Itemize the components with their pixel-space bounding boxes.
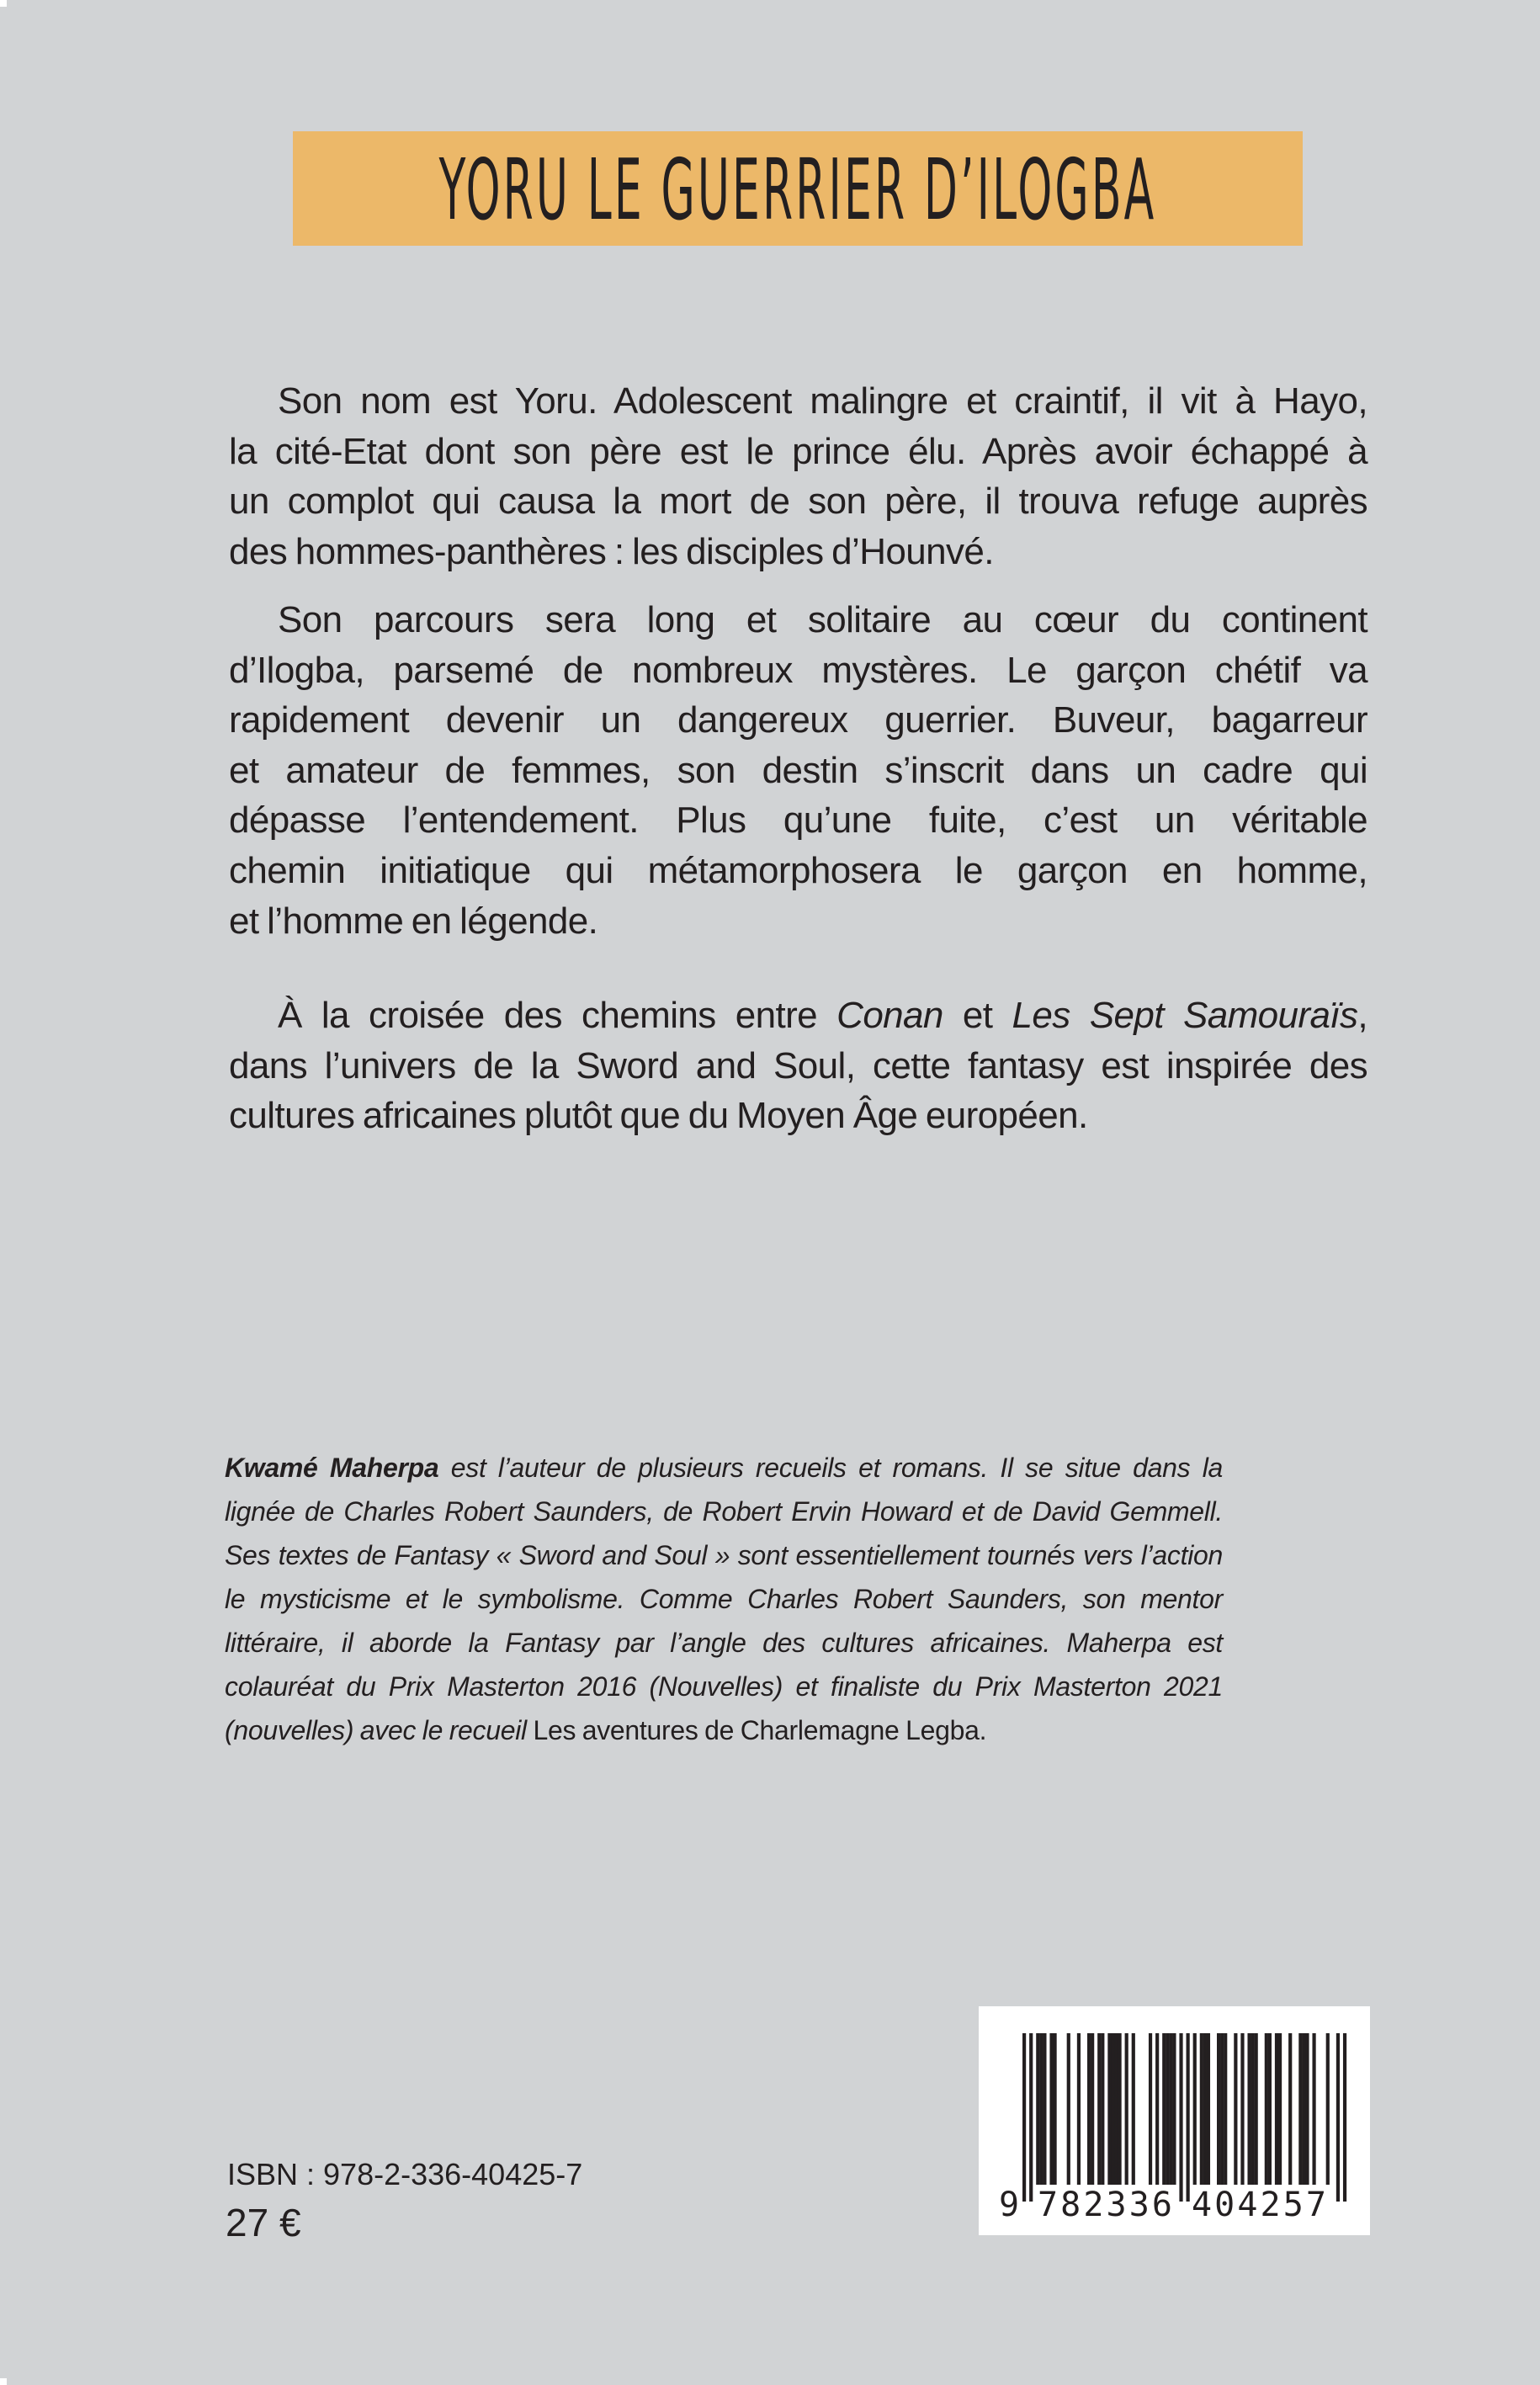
barcode-bar	[1217, 2033, 1220, 2185]
text-segment: rapidement devenir un dangereux guerrier. Buveur, bagarreur	[229, 699, 1367, 741]
text-line	[229, 595, 1367, 645]
barcode-bar	[1265, 2033, 1268, 2185]
text-segment: littéraire, il aborde la Fantasy par l’angle des cultures africaines. Maherpa est	[225, 1628, 1223, 1658]
barcode-bar	[1125, 2033, 1128, 2185]
barcode-bar	[1087, 2033, 1091, 2185]
summary-paragraph	[229, 595, 1367, 946]
barcode-bar	[1268, 2033, 1272, 2185]
barcode-bar	[1162, 2033, 1166, 2185]
text-line	[229, 991, 1367, 1041]
text-segment: des hommes-panthères : les disciples d’Hounvé.	[229, 530, 994, 572]
barcode-bar	[1172, 2033, 1176, 2185]
barcode-bar	[1097, 2033, 1101, 2185]
book-reference: Les aventures de Charlemagne Legba.	[533, 1715, 987, 1745]
barcode-bar	[1107, 2033, 1111, 2185]
text-line	[225, 1621, 1223, 1665]
text-segment: est l’auteur de plusieurs recueils et romans. Il se situe dans la	[438, 1453, 1223, 1483]
barcode-bar	[1224, 2033, 1227, 2185]
barcode-bar	[1043, 2033, 1046, 2185]
barcode-bar	[1091, 2033, 1094, 2185]
text-line	[225, 1665, 1223, 1708]
text-segment: Son parcours sera long et solitaire au cœur du continent	[278, 599, 1367, 640]
barcode-bar	[1036, 2033, 1039, 2185]
barcode-bar	[1298, 2033, 1302, 2185]
barcode-bar	[1155, 2033, 1159, 2185]
text-segment: lignée de Charles Robert Saunders, de Robert Ervin Howard et de David Gemmell.	[225, 1496, 1223, 1527]
text-line	[225, 1446, 1223, 1490]
barcode-right-digits: 404257	[1192, 2186, 1326, 2224]
text-segment: la cité-Etat dont son père est le prince élu. Après avoir échappé à	[229, 430, 1367, 472]
barcode-bar	[1067, 2033, 1070, 2185]
text-line	[225, 1577, 1223, 1621]
text-line	[229, 476, 1367, 527]
text-line	[229, 1041, 1367, 1092]
barcode-guard-bar	[1343, 2033, 1346, 2202]
barcode-bar	[1234, 2033, 1237, 2185]
title-banner	[293, 131, 1303, 246]
text-line	[229, 795, 1367, 846]
barcode-bar	[1118, 2033, 1121, 2185]
barcode-bar	[1149, 2033, 1152, 2185]
barcode-bar	[1278, 2033, 1282, 2185]
barcode-bar	[1077, 2033, 1081, 2185]
barcode-bar	[1166, 2033, 1169, 2185]
text-segment: colauréat du Prix Masterton 2016 (Nouvelles) et finaliste du Prix Masterton 2021	[225, 1671, 1223, 1702]
text-line	[229, 695, 1367, 746]
text-segment: d’Ilogba, parsemé de nombreux mystères. Le garçon chétif va	[229, 649, 1367, 691]
text-segment: ,	[1357, 995, 1367, 1036]
text-line	[229, 527, 1367, 577]
text-line	[229, 376, 1367, 427]
barcode-bar	[1240, 2033, 1244, 2185]
barcode-left-digits: 782336	[1038, 2186, 1172, 2224]
author-bio	[225, 1446, 1223, 1752]
crop-mark-top-left	[0, 0, 7, 7]
text-line	[229, 896, 1367, 947]
barcode-guard-bar	[1179, 2033, 1182, 2202]
barcode-bar	[1203, 2033, 1207, 2185]
barcode-bar	[1053, 2033, 1056, 2185]
summary-paragraph	[229, 991, 1367, 1141]
text-line	[229, 846, 1367, 896]
text-line	[225, 1490, 1223, 1533]
italic-title: Les Sept Samouraïs	[1012, 995, 1358, 1036]
text-segment: chemin initiatique qui métamorphosera le garçon en homme,	[229, 849, 1367, 891]
book-title: YORU LE GUERRIER D’ILOGBA	[438, 141, 1157, 239]
barcode-bar	[1251, 2033, 1255, 2185]
barcode-guard-bar	[1336, 2033, 1340, 2202]
text-segment: (nouvelles) avec le recueil	[225, 1715, 534, 1745]
barcode-guard-bar	[1029, 2033, 1033, 2202]
barcode-bar	[1302, 2033, 1305, 2185]
text-line	[229, 645, 1367, 696]
text-segment: dépasse l’entendement. Plus qu’une fuite, c’est un véritable	[229, 799, 1367, 842]
barcode-bar	[1049, 2033, 1053, 2185]
barcode-bar	[1275, 2033, 1278, 2185]
text-segment: Ses textes de Fantasy « Sword and Soul » sont essentiellement tournés vers l’action	[225, 1540, 1223, 1570]
barcode-first-digit: 9	[999, 2186, 1020, 2224]
barcode-bar	[1132, 2033, 1135, 2185]
barcode-bar	[1207, 2033, 1210, 2185]
barcode-bar	[1169, 2033, 1172, 2185]
text-line	[229, 427, 1367, 477]
text-segment: un complot qui causa la mort de son père, il trouva refuge auprès	[229, 481, 1367, 523]
isbn: ISBN : 978-2-336-40425-7	[227, 2157, 583, 2191]
text-segment: et	[943, 995, 1012, 1036]
barcode-bar	[1200, 2033, 1203, 2185]
barcode-bar	[1193, 2033, 1197, 2185]
barcode-bar	[1312, 2033, 1315, 2185]
barcode-bar	[1305, 2033, 1309, 2185]
barcode-bar	[1039, 2033, 1043, 2185]
summary-paragraph	[229, 376, 1367, 576]
barcode-bar	[1114, 2033, 1118, 2185]
barcode	[979, 2006, 1370, 2235]
barcode-guard-bar	[1187, 2033, 1190, 2202]
text-line	[229, 746, 1367, 796]
text-line	[225, 1533, 1223, 1577]
text-line	[229, 1091, 1367, 1141]
author-name: Kwamé Maherpa	[225, 1453, 439, 1483]
text-segment: et amateur de femmes, son destin s’inscrit dans un cadre qui	[229, 749, 1367, 791]
text-segment: dans l’univers de la Sword and Soul, cette fantasy est inspirée des	[229, 1044, 1367, 1086]
barcode-bar	[1288, 2033, 1292, 2185]
barcode-bar	[1220, 2033, 1224, 2185]
barcode-graphic	[979, 2006, 1370, 2235]
barcode-bar	[1111, 2033, 1114, 2185]
text-segment: Son nom est Yoru. Adolescent malingre et craintif, il vit à Hayo,	[278, 380, 1367, 422]
barcode-bar	[1326, 2033, 1330, 2185]
price: 27 €	[226, 2201, 301, 2244]
barcode-guard-bar	[1022, 2033, 1026, 2202]
italic-title: Conan	[836, 995, 943, 1036]
barcode-bar	[1247, 2033, 1251, 2185]
barcode-bar	[1101, 2033, 1104, 2185]
text-segment: À la croisée des chemins entre	[278, 995, 837, 1036]
text-segment: et l’homme en légende.	[229, 900, 598, 942]
text-line	[225, 1708, 1223, 1752]
crop-mark-bottom-left	[0, 2378, 7, 2385]
text-segment: le mysticisme et le symbolisme. Comme Charles Robert Saunders, son mentor	[225, 1584, 1223, 1614]
text-segment: cultures africaines plutôt que du Moyen Âge européen.	[229, 1095, 1088, 1137]
barcode-bar	[1255, 2033, 1258, 2185]
